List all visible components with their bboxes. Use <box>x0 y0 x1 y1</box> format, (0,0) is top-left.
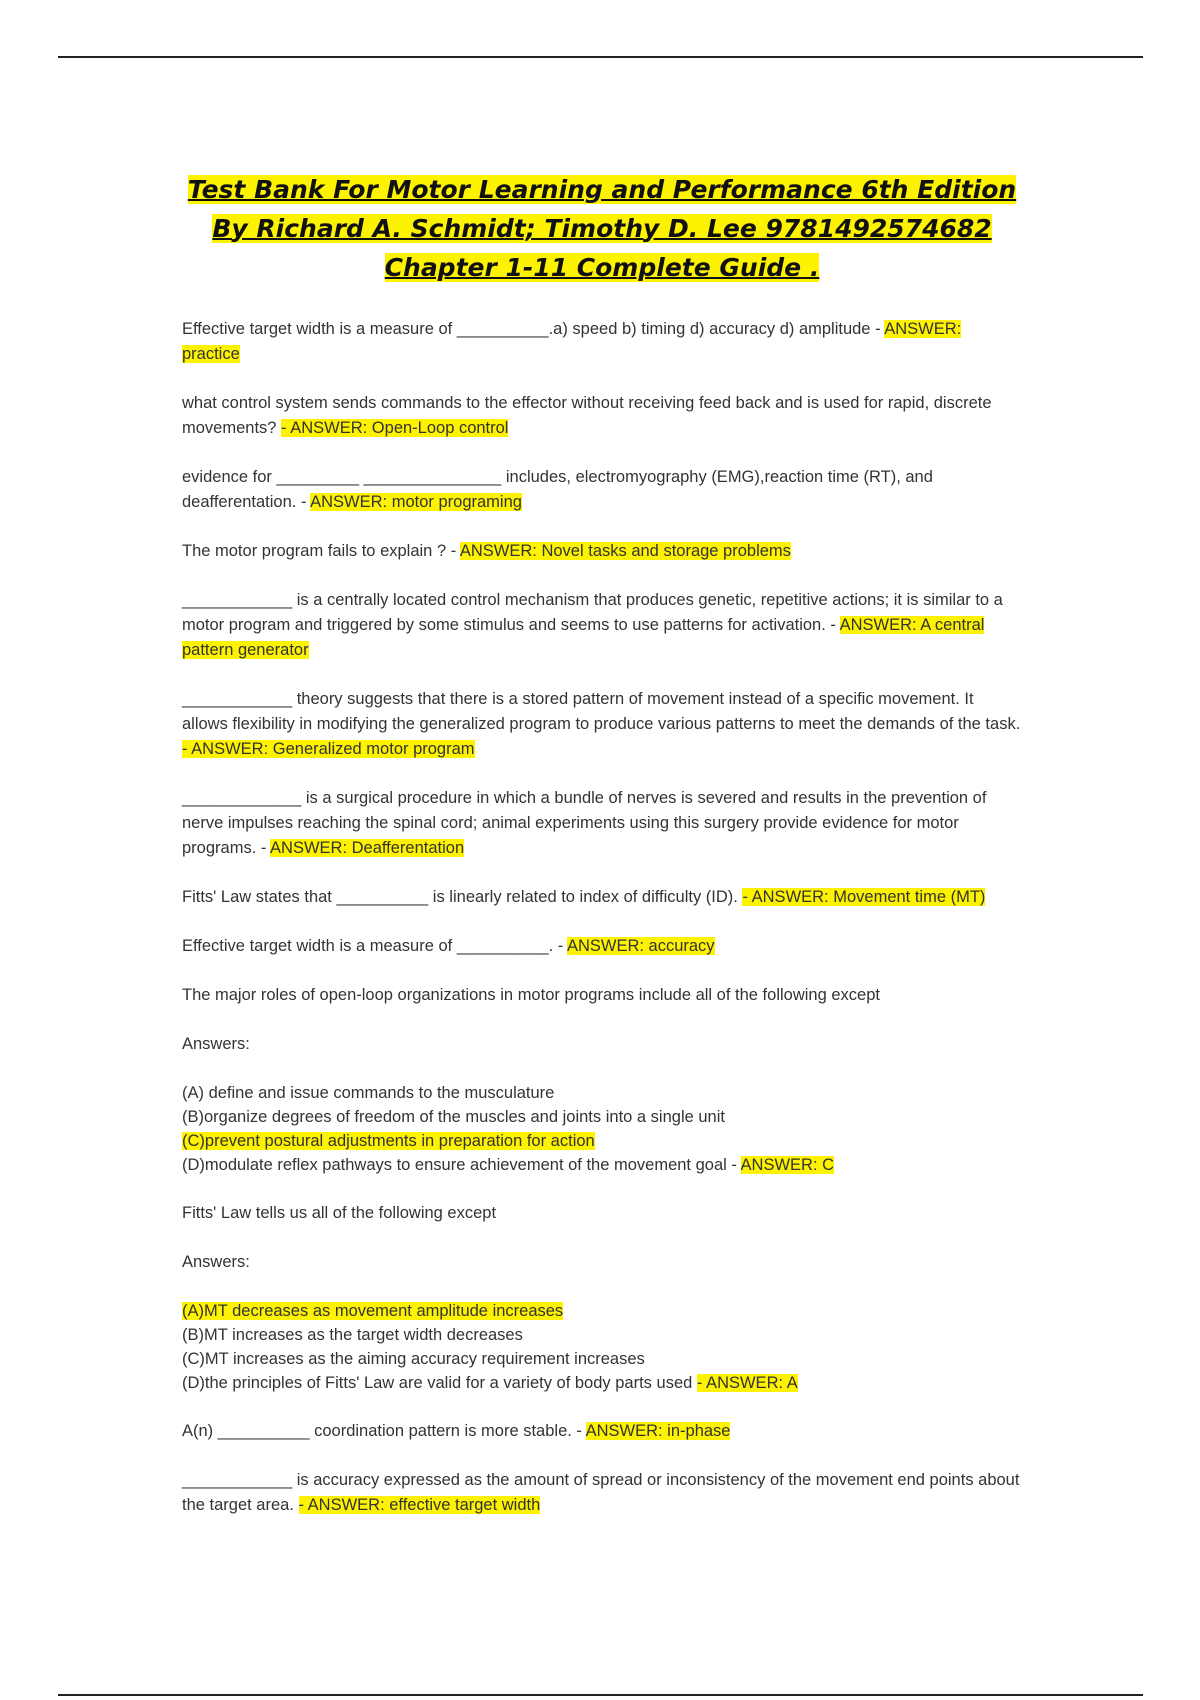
question-10-stem: The major roles of open-loop organizations in motor programs include all of the following except <box>182 986 880 1004</box>
answer-highlight: - ANSWER: Generalized motor program <box>182 740 475 758</box>
question-4 <box>182 539 1022 564</box>
document-title <box>182 170 1022 287</box>
question-text: The motor program fails to explain ? - <box>182 542 460 560</box>
answer-highlight: ANSWER: motor programing <box>310 493 522 511</box>
answer-highlight: ANSWER: practice <box>182 320 962 363</box>
question-7 <box>182 786 1022 861</box>
question-13 <box>182 1468 1022 1518</box>
question-text: what control system sends commands to the effector without receiving feed back and is used for rapid, discrete movements? <box>182 394 992 437</box>
option-a <box>182 1299 1022 1323</box>
question-11-answers-label: Answers: <box>182 1253 250 1271</box>
title-highlight: Test Bank For Motor Learning and Performance 6th Edition By Richard A. Schmidt; Timothy D. Lee 9781492574682 Chapter 1-11 Complete Guide . <box>187 175 1017 282</box>
option-c <box>182 1129 1022 1153</box>
question-2 <box>182 391 1022 441</box>
question-1 <box>182 317 1022 367</box>
question-3 <box>182 465 1022 515</box>
question-10-answers-label: Answers: <box>182 1035 250 1053</box>
question-6 <box>182 687 1022 762</box>
answer-highlight: ANSWER: accuracy <box>566 937 715 955</box>
option-c: (C)MT increases as the aiming accuracy requirement increases <box>182 1350 645 1368</box>
answer-highlight: - ANSWER: A <box>696 1374 798 1392</box>
answer-highlight: ANSWER: Deafferentation <box>270 839 465 857</box>
answer-highlight: ANSWER: C <box>740 1156 835 1174</box>
footer-rule <box>58 1694 1143 1696</box>
option-d <box>182 1371 1022 1395</box>
question-text: _____________ is a surgical procedure in which a bundle of nerves is severed and results in the prevention of nerve impulses reaching the spinal cord; animal experiments using this surgery provide evidence for motor programs. - <box>182 789 987 857</box>
document-page <box>182 170 1022 1542</box>
answer-highlight: - ANSWER: Movement time (MT) <box>742 888 986 906</box>
option-c-highlight: (C)prevent postural adjustments in preparation for action <box>182 1132 595 1150</box>
answer-highlight: - ANSWER: effective target width <box>298 1496 541 1514</box>
question-text: Fitts' Law states that __________ is linearly related to index of difficulty (ID). <box>182 888 743 906</box>
answer-highlight: ANSWER: in-phase <box>585 1422 731 1440</box>
question-11-stem: Fitts' Law tells us all of the following except <box>182 1204 497 1222</box>
option-a-highlight: (A)MT decreases as movement amplitude increases <box>182 1302 564 1320</box>
option-d <box>182 1153 1022 1177</box>
option-b: (B)MT increases as the target width decreases <box>182 1326 523 1344</box>
option-d-text: (D)the principles of Fitts' Law are valid for a variety of body parts used <box>182 1374 697 1392</box>
question-11-options <box>182 1299 1022 1395</box>
question-9 <box>182 934 1022 959</box>
header-rule <box>58 56 1143 58</box>
option-a: (A) define and issue commands to the musculature <box>182 1084 555 1102</box>
answer-highlight: ANSWER: A central pattern generator <box>182 616 985 659</box>
answer-highlight: - ANSWER: Open-Loop control <box>281 419 509 437</box>
question-text: Effective target width is a measure of __________.a) speed b) timing d) accuracy d) amplitude - <box>182 320 885 338</box>
option-b: (B)organize degrees of freedom of the muscles and joints into a single unit <box>182 1108 725 1126</box>
question-text: ____________ is accuracy expressed as the amount of spread or inconsistency of the movement end points about the target area. <box>182 1471 1020 1514</box>
question-10-options <box>182 1081 1022 1177</box>
question-12 <box>182 1419 1022 1444</box>
question-8 <box>182 885 1022 910</box>
answer-highlight: ANSWER: Novel tasks and storage problems <box>459 542 791 560</box>
question-text: A(n) __________ coordination pattern is more stable. - <box>182 1422 586 1440</box>
question-text: evidence for _________ _______________ includes, electromyography (EMG),reaction time (RT), and deafferentation. - <box>182 468 933 511</box>
option-d-text: (D)modulate reflex pathways to ensure achievement of the movement goal - <box>182 1156 741 1174</box>
question-text: Effective target width is a measure of __________. - <box>182 937 567 955</box>
question-5 <box>182 588 1022 663</box>
question-text: ____________ is a centrally located control mechanism that produces genetic, repetitive actions; it is similar to a motor program and triggered by some stimulus and seems to use patterns for activation. - <box>182 591 1003 634</box>
question-text: ____________ theory suggests that there is a stored pattern of movement instead of a specific movement. It allows flexibility in modifying the generalized program to produce various patterns to meet the demands of the task. <box>182 690 1021 733</box>
